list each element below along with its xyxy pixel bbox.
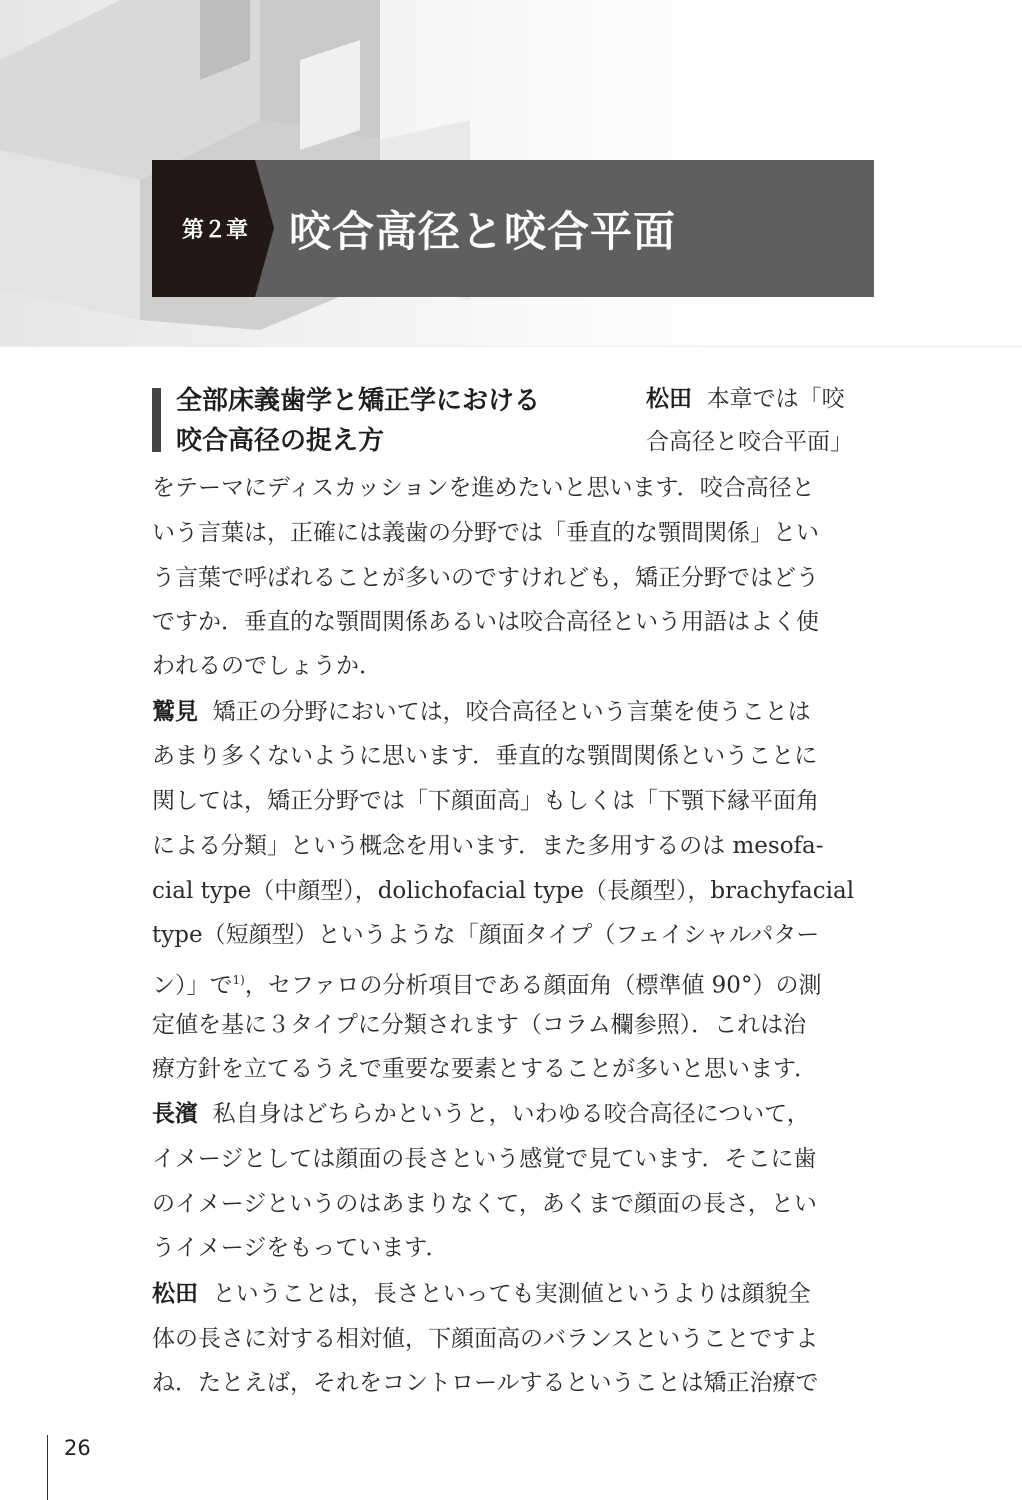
body-line: う言葉で呼ばれることが多いのですけれども，矯正分野ではどう: [152, 565, 819, 591]
body-line: うイメージをもっています．: [152, 1235, 449, 1261]
body-line: ン）」で$^{1)}$，セファロの分析項目である顔面角（標準値 90°）の測: [152, 972, 822, 999]
body-line: われるのでしょうか．: [152, 653, 382, 679]
speaker-name: 長濱: [152, 1101, 198, 1127]
body-line: のイメージというのはあまりなくて，あくまで顔面の長さ，とい: [152, 1191, 817, 1217]
speaker-name: 鷲見: [152, 699, 198, 725]
body-line: ですか．垂直的な顎間関係あるいは咬合高径という用語はよく使: [152, 609, 819, 635]
section-marker-bar: [152, 388, 161, 452]
body-line: 定値を基に３タイプに分類されます（コラム欄参照）．これは治: [152, 1012, 807, 1038]
speaker-name: 松田: [646, 386, 692, 412]
reference-marker: 1): [232, 973, 245, 987]
page-number: 26: [64, 1436, 91, 1460]
intro-text: 本章では「咬: [706, 386, 845, 412]
body-line: cial type（中顔型），dolichofacial type（長顔型），brachyfacial: [152, 878, 855, 904]
section-title-line2: 咬合高径の捉え方: [176, 426, 385, 456]
section-title-line1: 全部床義歯学と矯正学における: [176, 386, 541, 416]
body-line: type（短顔型）というような「顔面タイプ（フェイシャルパター: [152, 922, 820, 948]
chapter-banner: [152, 160, 874, 297]
body-line: 体の長さに対する相対値，下顔面高のバランスということですよ: [152, 1326, 819, 1352]
body-line: ね．たとえば，それをコントロールするということは矯正治療で: [152, 1370, 819, 1396]
body-line: 長濱 私自身はどちらかというと，いわゆる咬合高径について，: [152, 1101, 810, 1127]
body-line: 療方針を立てるうえで重要な要素とすることが多いと思います．: [152, 1056, 818, 1082]
speaker-name: 松田: [152, 1281, 198, 1307]
body-line: をテーマにディスカッションを進めたいと思います．咬合高径と: [152, 475, 815, 501]
body-line: による分類」という概念を用います．また多用するのは mesofa-: [152, 833, 824, 859]
body-line: 鷲見 矯正の分野においては，咬合高径という言葉を使うことは: [152, 699, 811, 725]
intro-line-2: 合高径と咬合平面」: [646, 429, 853, 455]
intro-line-1: [646, 384, 845, 414]
body-line: 関しては，矯正分野では「下顔面高」もしくは「下顎下縁平面角: [152, 788, 819, 814]
body-line: 松田 ということは，長さといっても実測値というよりは顔貌全: [152, 1281, 811, 1307]
body-line: いう言葉は，正確には義歯の分野では「垂直的な顎間関係」とい: [152, 520, 819, 546]
page-number-rule: [47, 1435, 48, 1500]
chapter-title: 咬合高径と咬合平面: [289, 206, 677, 256]
body-line: あまり多くないように思います．垂直的な顎間関係ということに: [152, 743, 818, 769]
body-line: イメージとしては顔面の長さという感覚で見ています．そこに歯: [152, 1146, 817, 1172]
chapter-number: 第２章: [181, 218, 248, 243]
